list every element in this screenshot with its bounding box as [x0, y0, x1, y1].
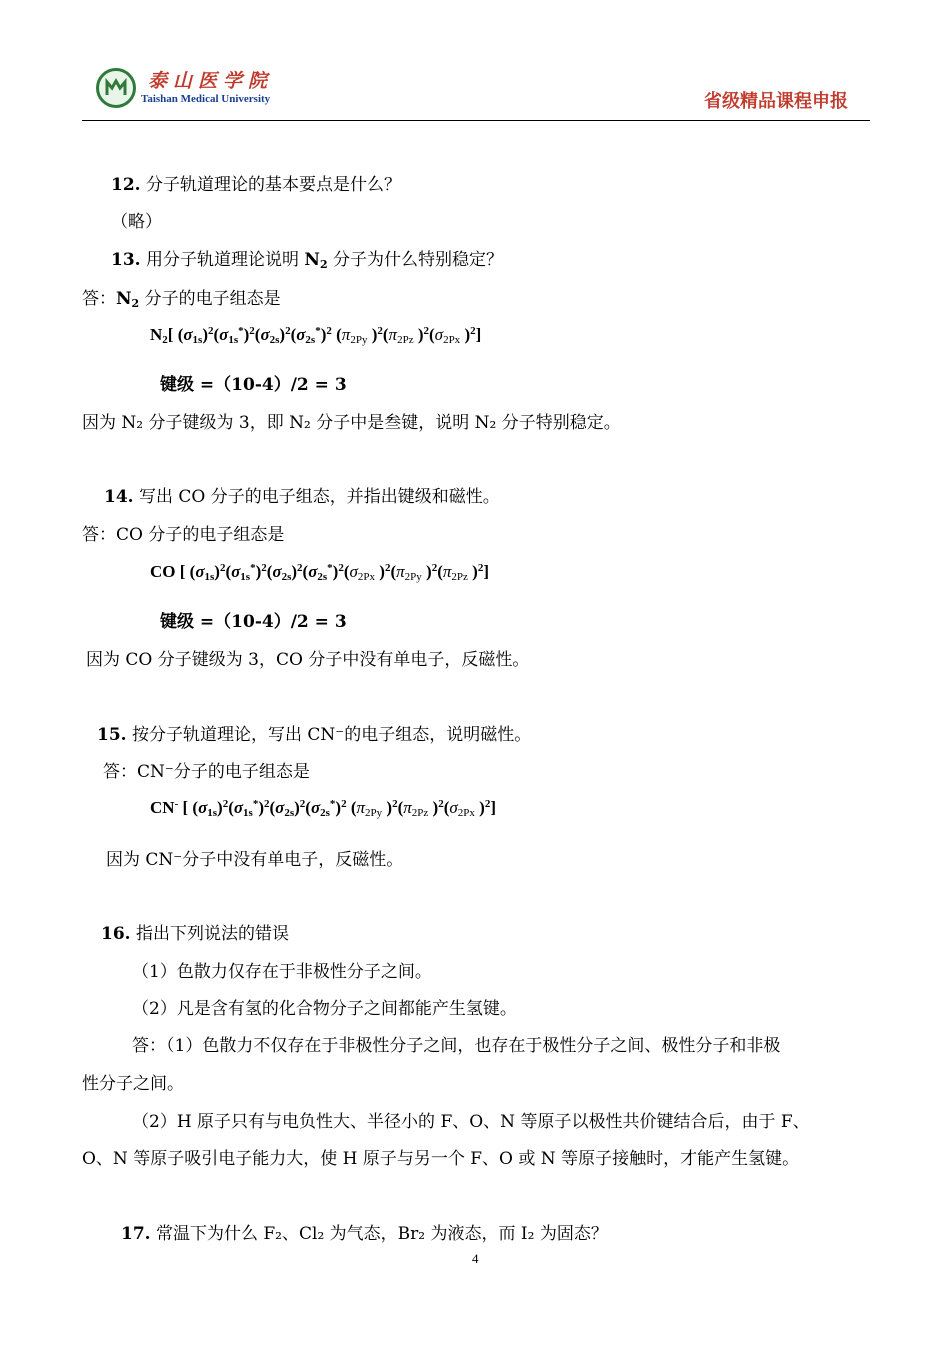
question-16 [101, 919, 289, 944]
conclusion-13: 因为 N₂ 分子键级为 3，即 N₂ 分子中是叁键，说明 N₂ 分子特别稳定。 [82, 413, 621, 433]
answer-12: （略） [111, 212, 162, 232]
question-number: 14. [104, 487, 134, 507]
formula-n2: $N_2$[ $(\sigma_{1s})^2(\sigma_{1s}^*)^2(\sigma_{2s})^2(\sigma_{2s}^*)^2$ ($\pi_{2Py}$ )$^2(\pi_{2Pz}$ )$^2(\sigma_{2Px}$ )$^2$] [150, 325, 482, 346]
page-number: 4 [472, 1251, 479, 1266]
answer-16-1-line2: 性分子之间。 [82, 1074, 184, 1094]
question-text: 按分子轨道理论，写出 CN⁻的电子组态，说明磁性。 [131, 725, 532, 745]
formula-cn: CN- [ $(\sigma_{1s})^2(\sigma_{1s}^*)^2(\sigma_{2s})^2(\sigma_{2s}^*)^2$ ($\pi_{2Py}$ )$^2(\pi_{2Pz}$ )$^2(\sigma_{2Px}$ )$^2$] [150, 798, 496, 819]
question-13: 13. 用分子轨道理论说明 $N_2$ 分子为什么特别稳定？ [111, 250, 503, 271]
bond-order-14: 键级 =（10-4）/2 = 3 [160, 612, 347, 632]
question-text: 写出 CO 分子的电子组态，并指出键级和磁性。 [138, 487, 500, 507]
school-name-cn: 泰山医学院 [148, 70, 274, 92]
answer-15-intro: 答：CN⁻分子的电子组态是 [103, 762, 310, 782]
school-name-en: Taishan Medical University [141, 93, 271, 105]
bond-order-13: 键级 =（10-4）/2 = 3 [160, 375, 347, 395]
conclusion-14: 因为 CO 分子键级为 3，CO 分子中没有单电子，反磁性。 [86, 650, 530, 670]
question-text: 常温下为什么 F₂、Cl₂ 为气态，Br₂ 为液态，而 I₂ 为固态？ [155, 1224, 608, 1244]
answer-16-1-line1: 答：（1）色散力不仅存在于非极性分子之间，也存在于极性分子之间、极性分子和非极 [132, 1036, 781, 1056]
header-divider [82, 120, 870, 121]
question-text: 指出下列说法的错误 [135, 924, 289, 944]
statement-2: （2）凡是含有氢的化合物分子之间都能产生氢键。 [132, 999, 517, 1019]
question-number: 13. [111, 250, 141, 270]
question-text: 分子轨道理论的基本要点是什么？ [145, 175, 401, 195]
question-text-post: 分子为什么特别稳定？ [327, 250, 503, 270]
formula-co: CO [ $(\sigma_{1s})^2(\sigma_{1s}^*)^2(\sigma_{2s})^2(\sigma_{2s}^*)^2(\sigma_{2Px}$ )$^2(\pi_{2Py}$ )$^2(\pi_{2Pz}$ )$^2$] [150, 562, 489, 583]
question-number: 16. [101, 924, 131, 944]
question-15 [97, 720, 531, 745]
question-14 [104, 482, 500, 507]
question-number: 15. [97, 725, 127, 745]
question-17 [121, 1219, 608, 1244]
conclusion-15: 因为 CN⁻分子中没有单电子，反磁性。 [106, 850, 404, 870]
question-number: 17. [121, 1224, 151, 1244]
answer-16-2-line2: O、N 等原子吸引电子能力大，使 H 原子与另一个 F、O 或 N 等原子接触时，才能产生氢键。 [82, 1149, 800, 1169]
question-number: 12. [111, 175, 141, 195]
university-logo-icon [96, 68, 136, 108]
question-12 [111, 170, 401, 195]
answer-13-intro: 答：$N_2$ 分子的电子组态是 [82, 289, 281, 310]
question-text-pre: 用分子轨道理论说明 [145, 250, 305, 270]
answer-16-2-line1: （2）H 原子只有与电负性大、半径小的 F、O、N 等原子以极性共价键结合后，由于 F、 [132, 1112, 810, 1132]
application-title: 省级精品课程申报 [704, 91, 848, 112]
answer-14-intro: 答：CO 分子的电子组态是 [82, 525, 285, 545]
statement-1: （1）色散力仅存在于非极性分子之间。 [132, 962, 432, 982]
